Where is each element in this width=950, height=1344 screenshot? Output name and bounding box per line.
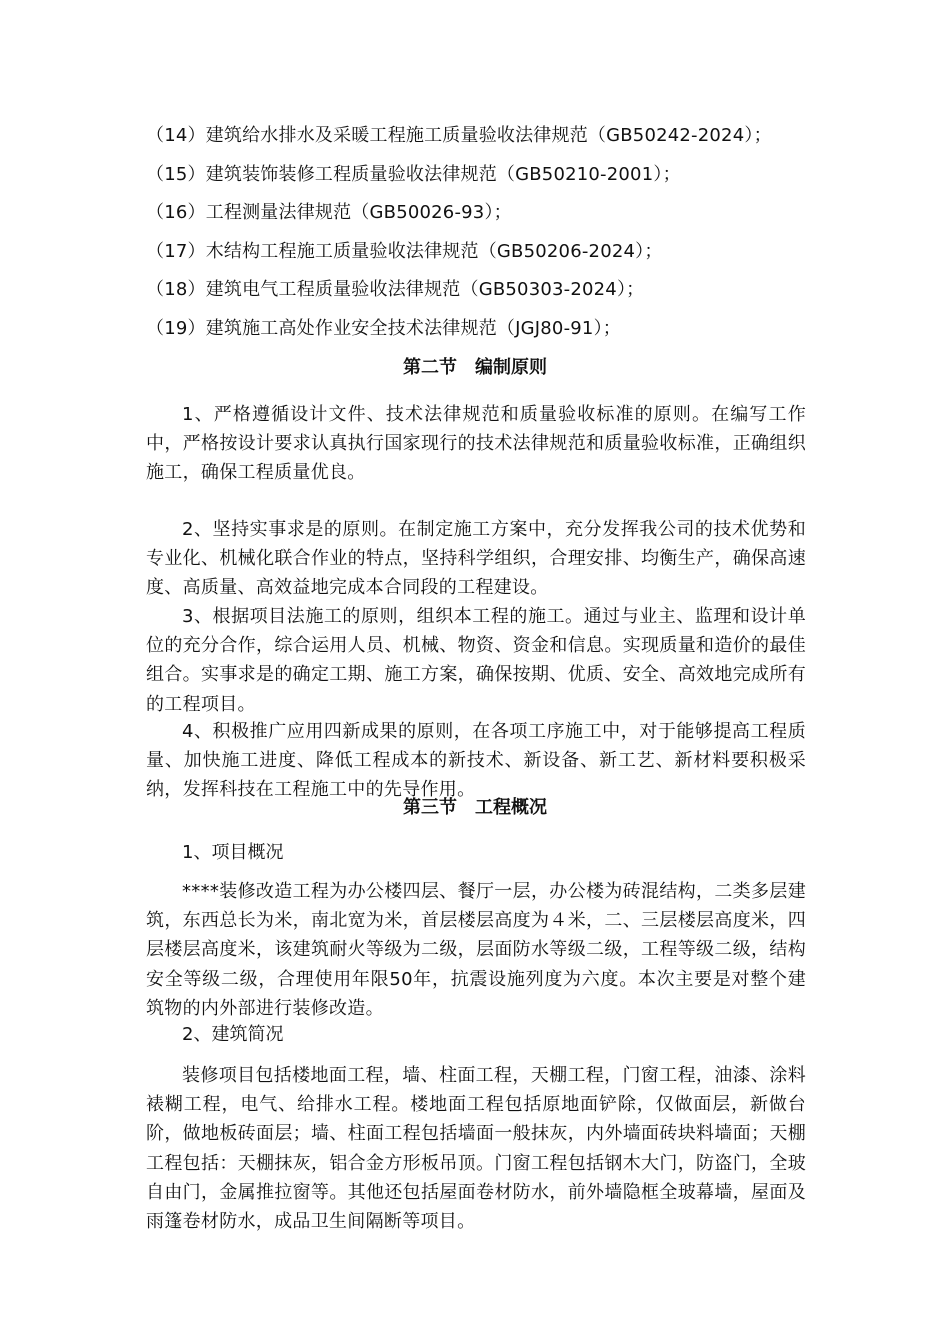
paragraph-text: 2、坚持实事求是的原则。在制定施工方案中，充分发挥我公司的技术优势和专业化、机械化联合作业的特点，坚持科学组织，合理安排、均衡生产，确保高速度、高质量、高效益地完成本合同段的工程建设。: [146, 519, 806, 599]
reference-item: （19）建筑施工高处作业安全技术法律规范（JGJ80-91）；: [146, 317, 621, 339]
section-title-principles: 第二节 编制原则: [403, 357, 547, 378]
subheading-text: 1、项目概况: [182, 842, 284, 863]
reference-item: （18）建筑电气工程质量验收法律规范（GB50303-2024）；: [146, 279, 645, 300]
principle-paragraph: [146, 400, 806, 488]
overview-paragraph: [146, 877, 806, 1023]
subheading-building-summary: [146, 1020, 806, 1050]
reference-item: （16）工程测量法律规范（GB50026-93）；: [146, 202, 512, 223]
principle-paragraph: [146, 602, 806, 719]
subheading-project-overview: [146, 838, 806, 868]
paragraph-text: 3、根据项目法施工的原则，组织本工程的施工。通过与业主、监理和设计单位的充分合作，综合运用人员、机械、物资、资金和信息。实现质量和造价的最佳组合。实事求是的确定工期、施工方案，确保按期、优质、安全、高效地完成所有的工程项目。: [146, 606, 806, 715]
principle-paragraph: [146, 515, 806, 603]
principle-paragraph: [146, 717, 806, 805]
reference-item: （17）木结构工程施工质量验收法律规范（GB50206-2024）；: [146, 240, 663, 262]
section-title-overview: 第三节 工程概况: [403, 797, 547, 818]
paragraph-text: 4、积极推广应用四新成果的原则，在各项工序施工中，对于能够提高工程质量、加快施工进度、降低工程成本的新技术、新设备、新工艺、新材料要积极采纳，发挥科技在工程施工中的先导作用。: [146, 721, 806, 801]
reference-list: [146, 121, 826, 352]
paragraph-text: ****装修改造工程为办公楼四层、餐厅一层，办公楼为砖混结构，二类多层建筑，东西总长为米，南北宽为米，首层楼层高度为４米，二、三层楼层高度米，四层楼层高度米，该建筑耐火等级为二级，层面防水等级二级，工程等级二级，结构安全等级二级，合理使用年限50年，抗震设施列度为六度。本次主要是对整个建筑物的内外部进行装修改造。: [146, 881, 806, 1019]
building-paragraph: [146, 1061, 806, 1236]
paragraph-text: 1、严格遵循设计文件、技术法律规范和质量验收标准的原则。在编写工作中，严格按设计要求认真执行国家现行的技术法律规范和质量验收标准，正确组织施工，确保工程质量优良。: [146, 404, 806, 484]
reference-item: （14）建筑给水排水及采暖工程施工质量验收法律规范（GB50242-2024）；: [146, 125, 772, 146]
subheading-text: 2、建筑简况: [182, 1024, 284, 1045]
paragraph-text: 装修项目包括楼地面工程，墙、柱面工程，天棚工程，门窗工程，油漆、涂料裱糊工程，电气、给排水工程。楼地面工程包括原地面铲除，仅做面层，新做台阶，做地板砖面层；墙、柱面工程包括墙面一般抹灰，内外墙面砖块料墙面；天棚工程包括：天棚抹灰，铝合金方形板吊顶。门窗工程包括钢木大门，防盗门，全玻自由门，金属推拉窗等。其他还包括屋面卷材防水，前外墙隐框全玻幕墙，屋面及雨篷卷材防水，成品卫生间隔断等项目。: [146, 1065, 806, 1233]
reference-item: （15）建筑装饰装修工程质量验收法律规范（GB50210-2001）；: [146, 163, 681, 185]
